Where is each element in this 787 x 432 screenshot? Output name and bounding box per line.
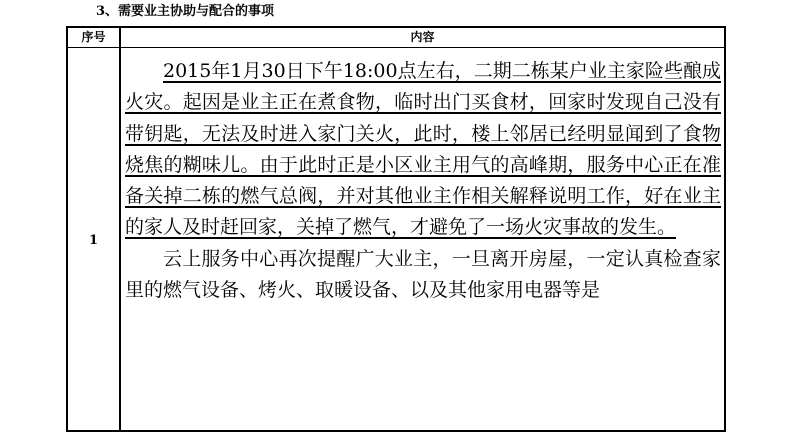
section-heading: 3、需要业主协助与配合的事项 [96, 4, 275, 19]
row-serial-number: 1 [88, 233, 99, 248]
reminder-paragraph [125, 244, 721, 307]
column-divider [119, 28, 121, 430]
reminder-text: 云上服务中心再次提醒广大业主，一旦离开房屋，一定认真检查家里的燃气设备、烤火、取暖设备、以及其他家用电器等是 [125, 247, 721, 302]
matters-table [66, 26, 726, 432]
row-content [125, 56, 721, 306]
header-content: 内容 [410, 30, 435, 44]
incident-paragraph [125, 56, 721, 244]
header-serial-number: 序号 [81, 30, 106, 44]
table-header-row [68, 28, 724, 48]
incident-text: 2015年1月30日下午18:00点左右，二期二栋某户业主家险些酿成火灾。起因是业主正在煮食物，临时出门买食材，回家时发现自己没有带钥匙，无法及时进入家门关火，此时，楼上邻居已经明显闻到了食物烧焦的糊味儿。由于此时正是小区业主用气的高峰期，服务中心正在准备关掉二栋的燃气总阀，并对其他业主作相关解释说明工作，好在业主的家人及时赶回家，关掉了燃气，才避免了一场火灾事故的发生。 [125, 60, 721, 239]
